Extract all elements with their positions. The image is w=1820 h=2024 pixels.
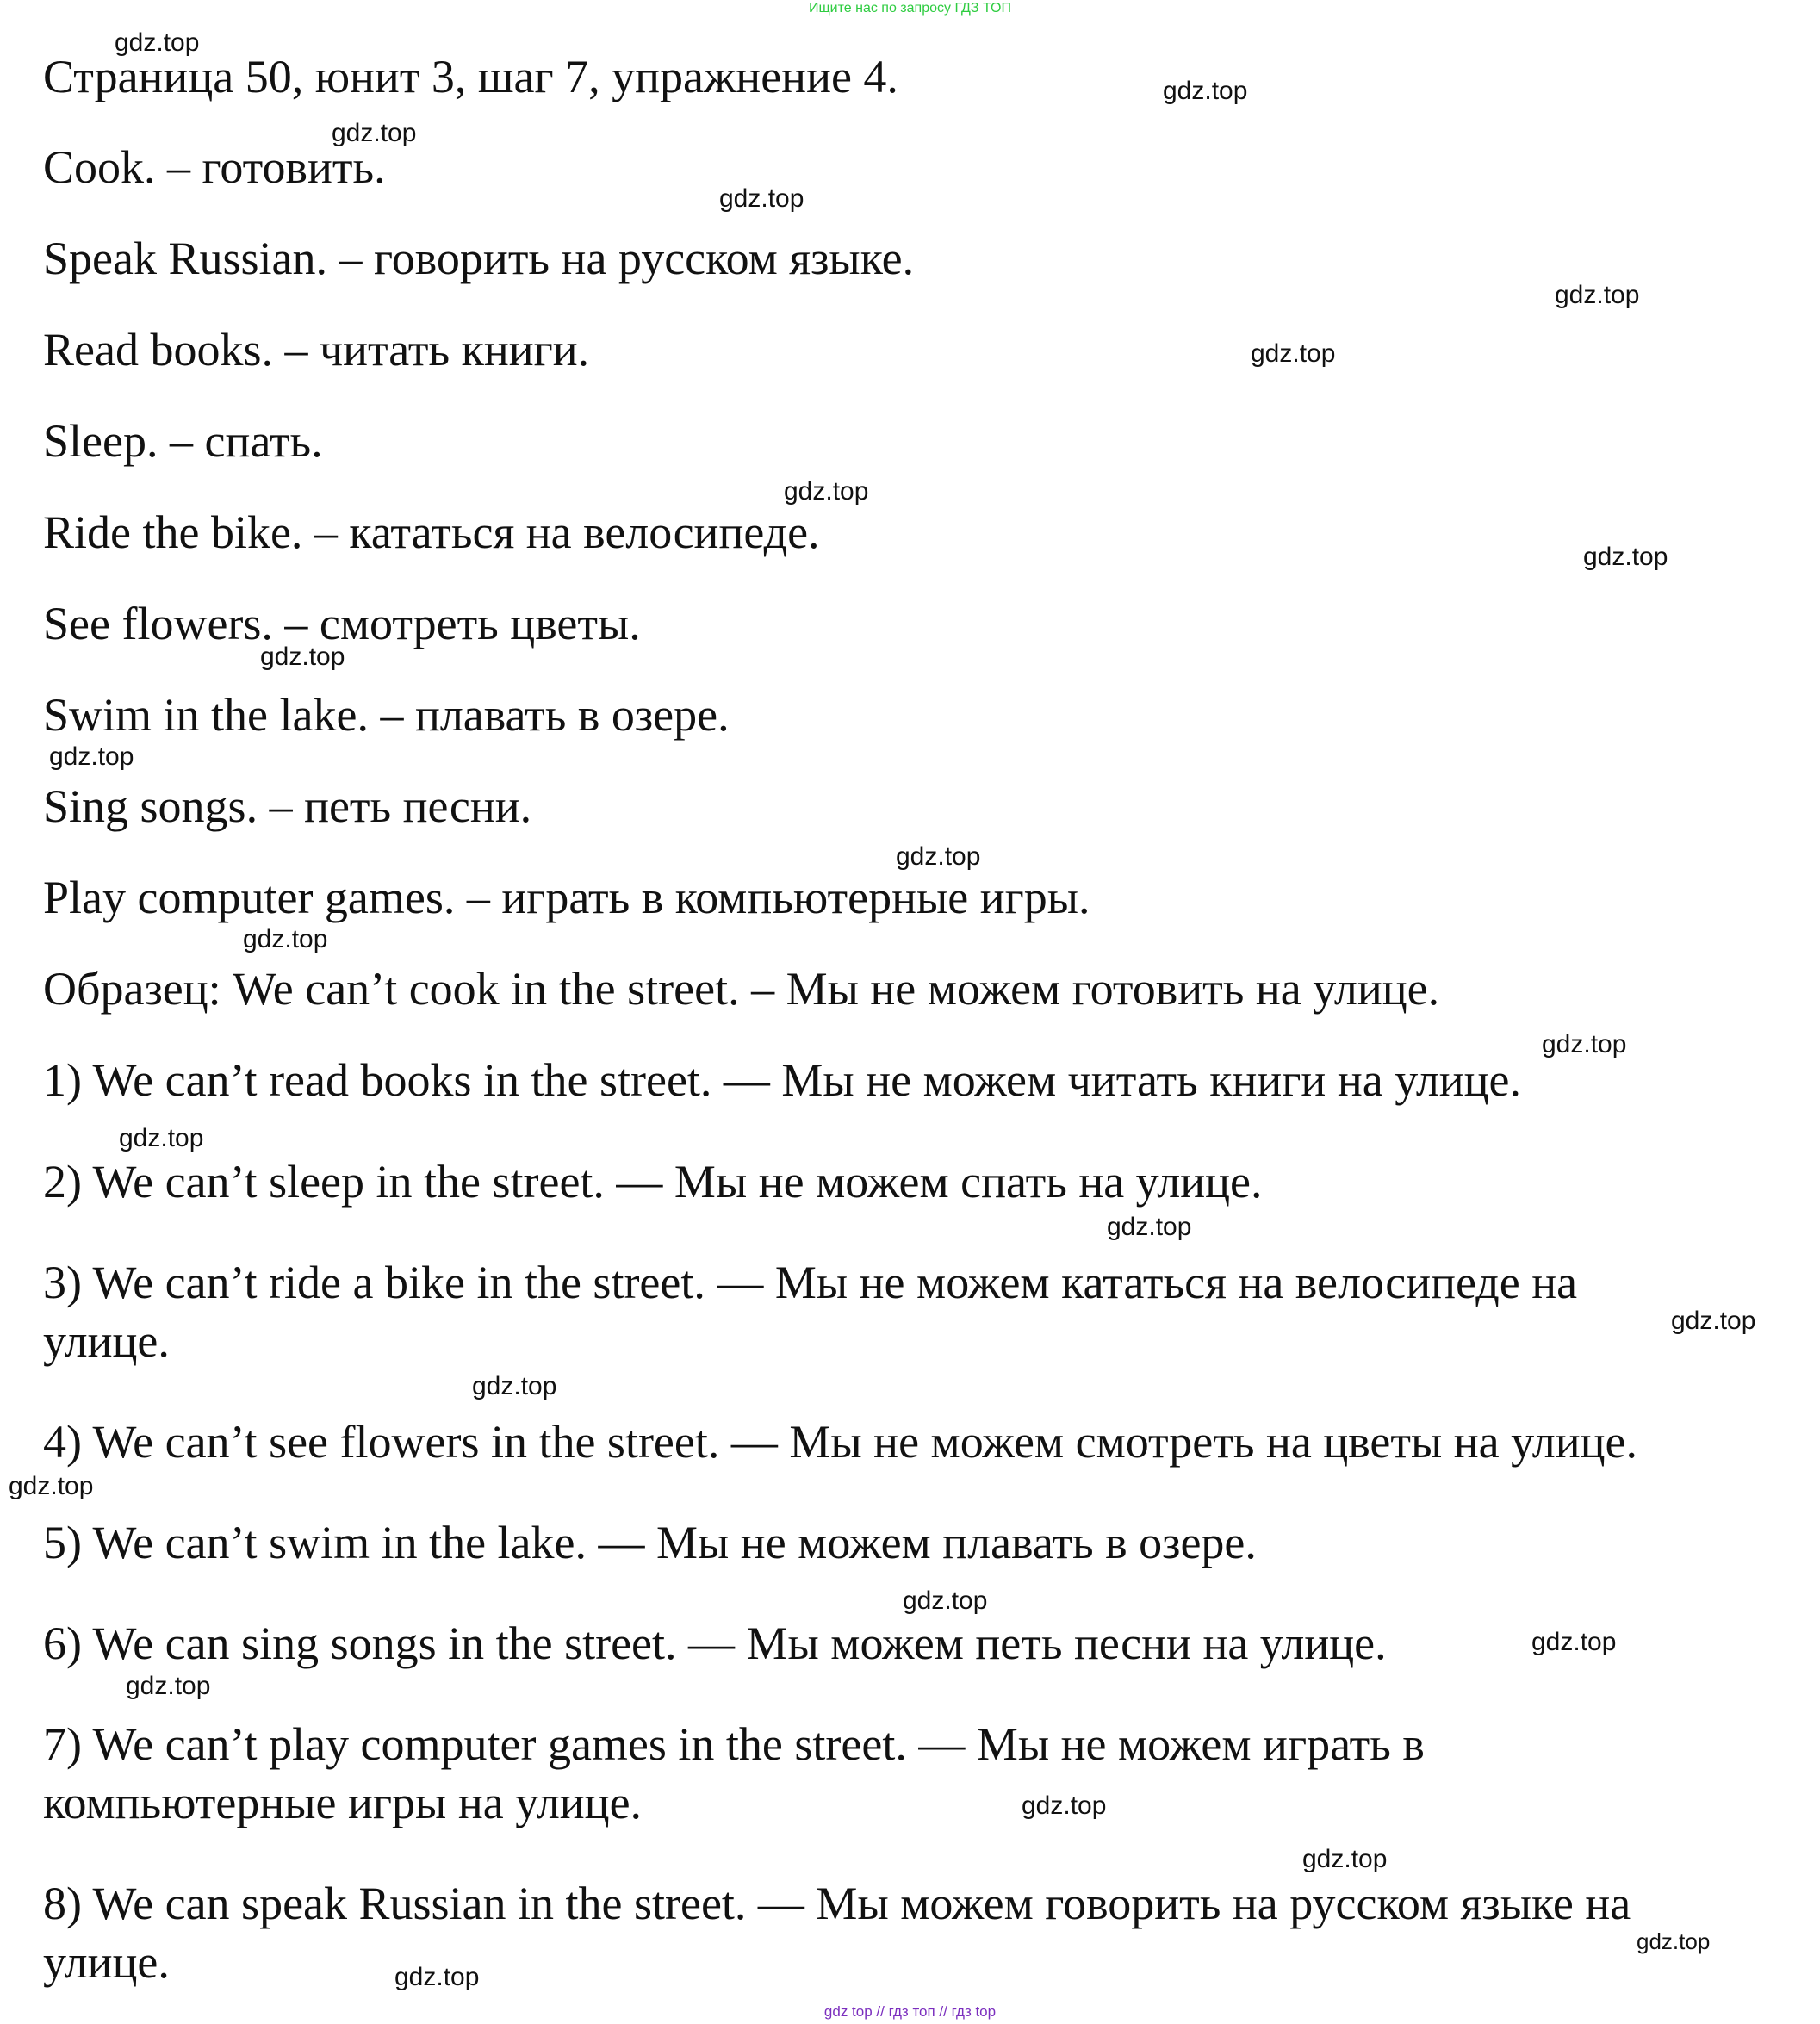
page-title: Страница 50, юнит 3, шаг 7, упражнение 4. [43, 51, 898, 102]
answer-line: 7) We can’t play computer games in the street. — Мы не можем играть в [43, 1718, 1425, 1770]
watermark: gdz.top [1671, 1307, 1756, 1335]
vocab-item: See flowers. – смотреть цветы. [43, 598, 641, 649]
answer-line: 2) We can’t sleep in the street. — Мы не можем спать на улице. [43, 1156, 1263, 1208]
watermark: gdz.top [1302, 1845, 1388, 1873]
answer-line: компьютерные игры на улице. [43, 1777, 643, 1828]
vocab-item: Sing songs. – петь песни. [43, 780, 532, 832]
watermark: gdz.top [119, 1124, 204, 1152]
watermark: gdz.top [9, 1472, 94, 1500]
watermark: gdz.top [896, 842, 981, 871]
example-sentence: Образец: We can’t cook in the street. – Мы не можем готовить на улице. [43, 963, 1440, 1015]
watermark: gdz.top [903, 1586, 988, 1615]
answer-line: улице. [43, 1315, 170, 1367]
vocab-item: Play computer games. – играть в компьютерные игры. [43, 872, 1090, 923]
answer-line: 4) We can’t see flowers in the street. — Мы не можем смотреть на цветы на улице. [43, 1416, 1637, 1468]
answer-line: 5) We can’t swim in the lake. — Мы не можем плавать в озере. [43, 1517, 1257, 1568]
vocab-item: Ride the bike. – кататься на велосипеде. [43, 506, 820, 558]
watermark: gdz.top [1163, 77, 1248, 105]
watermark: gdz.top [260, 643, 345, 671]
watermark: gdz.top [1542, 1030, 1627, 1059]
watermark: gdz.top [1251, 339, 1336, 368]
footer-links: gdz top // гдз топ // гдз top [823, 2003, 997, 2020]
vocab-item: Swim in the lake. – плавать в озере. [43, 689, 730, 741]
watermark: gdz.top [49, 742, 134, 771]
answer-line: 8) We can speak Russian in the street. — Мы можем говорить на русском языке на [43, 1878, 1631, 1929]
vocab-item: Sleep. – спать. [43, 415, 323, 467]
top-banner: Ищите нас по запросу ГДЗ ТОП [809, 1, 1011, 16]
watermark: gdz.top [784, 477, 869, 506]
watermark: gdz.top [1555, 281, 1640, 309]
watermark: gdz.top [243, 925, 328, 953]
vocab-item: Cook. – готовить. [43, 141, 386, 193]
watermark: gdz.top [1583, 543, 1668, 571]
answer-line: 3) We can’t ride a bike in the street. — Мы не можем кататься на велосипеде на [43, 1257, 1578, 1308]
watermark: gdz.top [394, 1963, 480, 1991]
vocab-item: Read books. – читать книги. [43, 324, 590, 376]
watermark: gdz.top [332, 119, 417, 147]
watermark: gdz.top [719, 184, 804, 213]
watermark: gdz.top [472, 1372, 557, 1400]
watermark: gdz.top [1107, 1213, 1192, 1241]
answer-line: 6) We can sing songs in the street. — Мы можем петь песни на улице. [43, 1617, 1387, 1669]
watermark: gdz.top [115, 28, 200, 57]
watermark: gdz.top [1022, 1791, 1107, 1820]
watermark: gdz.top [1637, 1928, 1711, 1954]
vocab-item: Speak Russian. – говорить на русском языке. [43, 233, 915, 284]
answer-line: улице. [43, 1936, 170, 1988]
watermark: gdz.top [126, 1672, 211, 1700]
watermark: gdz.top [1531, 1628, 1617, 1656]
answer-line: 1) We can’t read books in the street. — Мы не можем читать книги на улице. [43, 1054, 1522, 1106]
